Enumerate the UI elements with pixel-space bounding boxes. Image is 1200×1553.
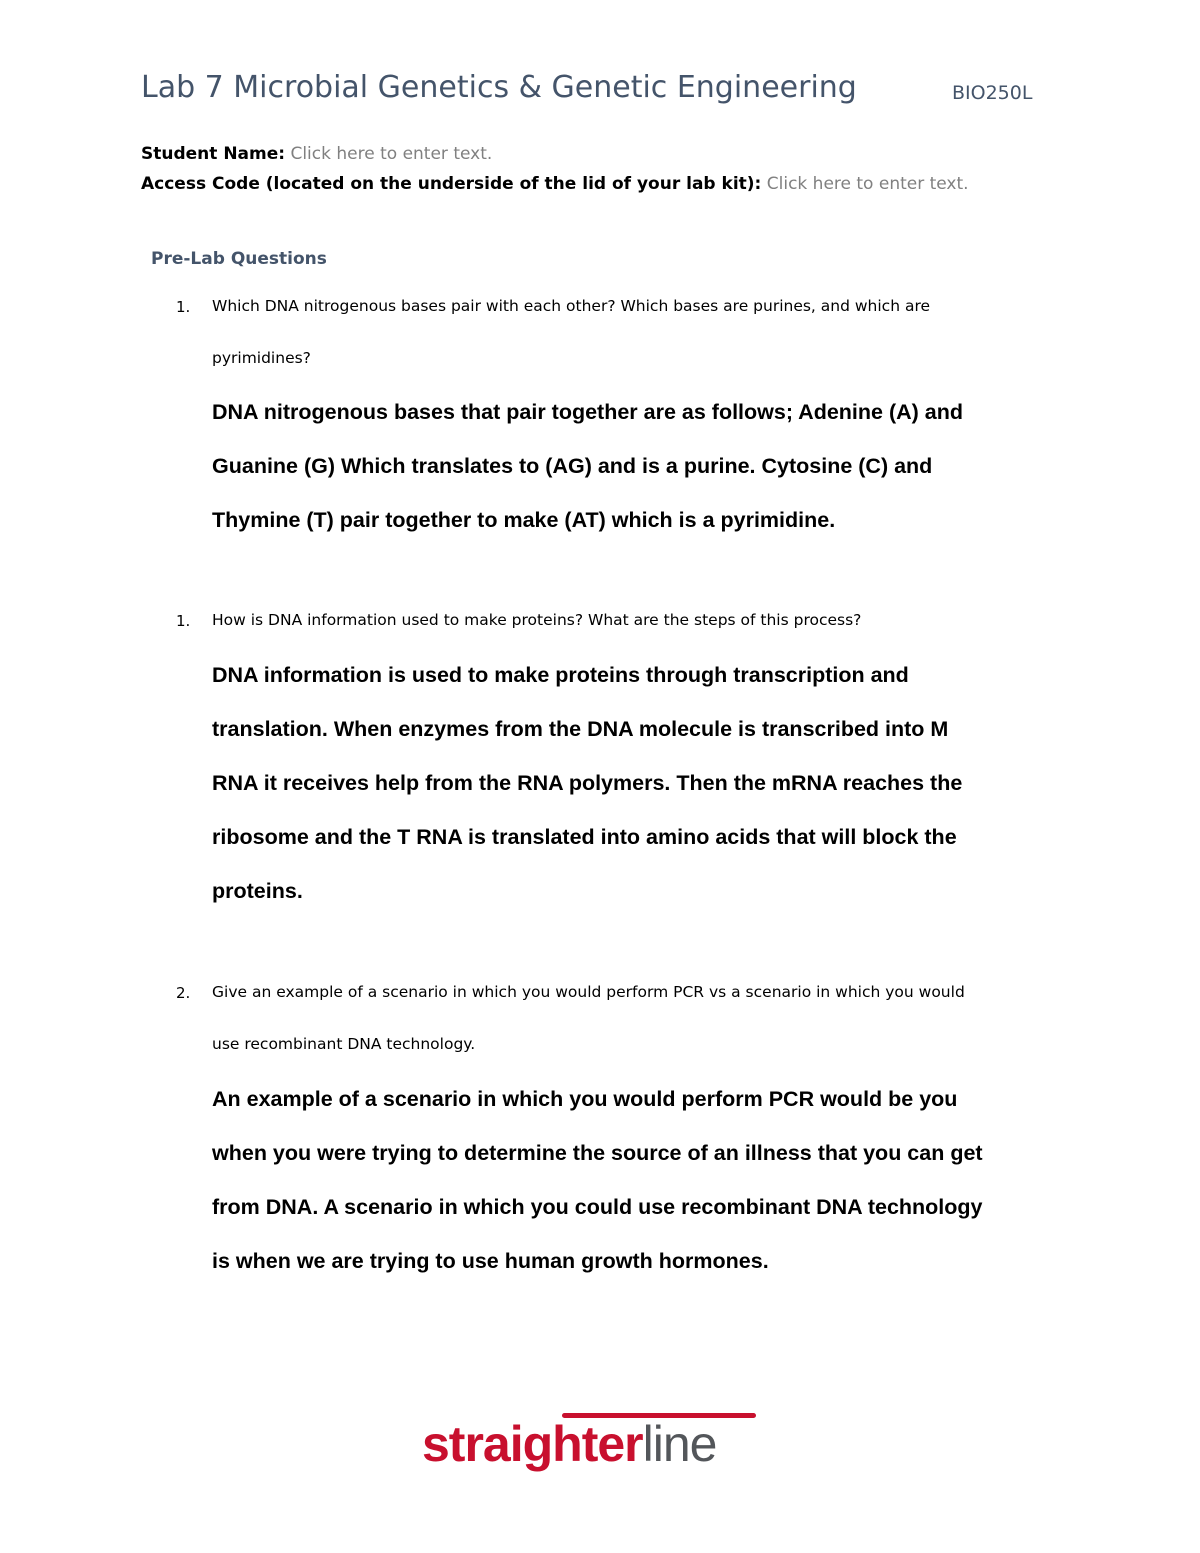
question-text: How is DNA information used to make proteins? What are the steps of this process?: [212, 611, 862, 629]
access-code-field: [141, 174, 969, 194]
question-text: Give an example of a scenario in which you would perform PCR vs a scenario in which you would: [212, 983, 965, 1001]
answer-text: when you were trying to determine the source of an illness that you can get: [212, 1141, 983, 1165]
question-number: 2.: [176, 984, 191, 1002]
answer-text: DNA information is used to make proteins through transcription and: [212, 663, 909, 687]
question-text: Which DNA nitrogenous bases pair with each other? Which bases are purines, and which are: [212, 297, 931, 315]
question-text: pyrimidines?: [212, 349, 311, 367]
logo-wordmark-part1: straighter: [422, 1416, 643, 1472]
student-name-label: Student Name:: [141, 144, 286, 164]
answer-text: proteins.: [212, 879, 303, 903]
answer-text: translation. When enzymes from the DNA molecule is transcribed into M: [212, 717, 949, 741]
access-code-label: Access Code (located on the underside of the lid of your lab kit):: [141, 174, 762, 194]
section-heading: Pre-Lab Questions: [151, 249, 327, 269]
straighterline-logo: [422, 1412, 782, 1482]
answer-text: is when we are trying to use human growth hormones.: [212, 1249, 769, 1273]
answer-text: from DNA. A scenario in which you could use recombinant DNA technology: [212, 1195, 983, 1219]
student-name-input[interactable]: Click here to enter text.: [290, 144, 493, 164]
access-code-input[interactable]: Click here to enter text.: [766, 174, 969, 194]
answer-text: ribosome and the T RNA is translated into amino acids that will block the: [212, 825, 957, 849]
answer-text: RNA it receives help from the RNA polymers. Then the mRNA reaches the: [212, 771, 963, 795]
answer-text: An example of a scenario in which you would perform PCR would be you: [212, 1087, 958, 1111]
question-number: 1.: [176, 612, 191, 630]
question-number: 1.: [176, 298, 191, 316]
course-code: BIO250L: [952, 82, 1033, 104]
student-name-field: [141, 144, 492, 164]
answer-text: Thymine (T) pair together to make (AT) which is a pyrimidine.: [212, 508, 836, 532]
logo-wordmark: [422, 1414, 716, 1474]
logo-wordmark-part2: line: [642, 1416, 717, 1472]
answer-text: DNA nitrogenous bases that pair together are as follows; Adenine (A) and: [212, 400, 963, 424]
document-title: Lab 7 Microbial Genetics & Genetic Engineering: [141, 70, 857, 105]
question-text: use recombinant DNA technology.: [212, 1035, 476, 1053]
answer-text: Guanine (G) Which translates to (AG) and is a purine. Cytosine (C) and: [212, 454, 933, 478]
